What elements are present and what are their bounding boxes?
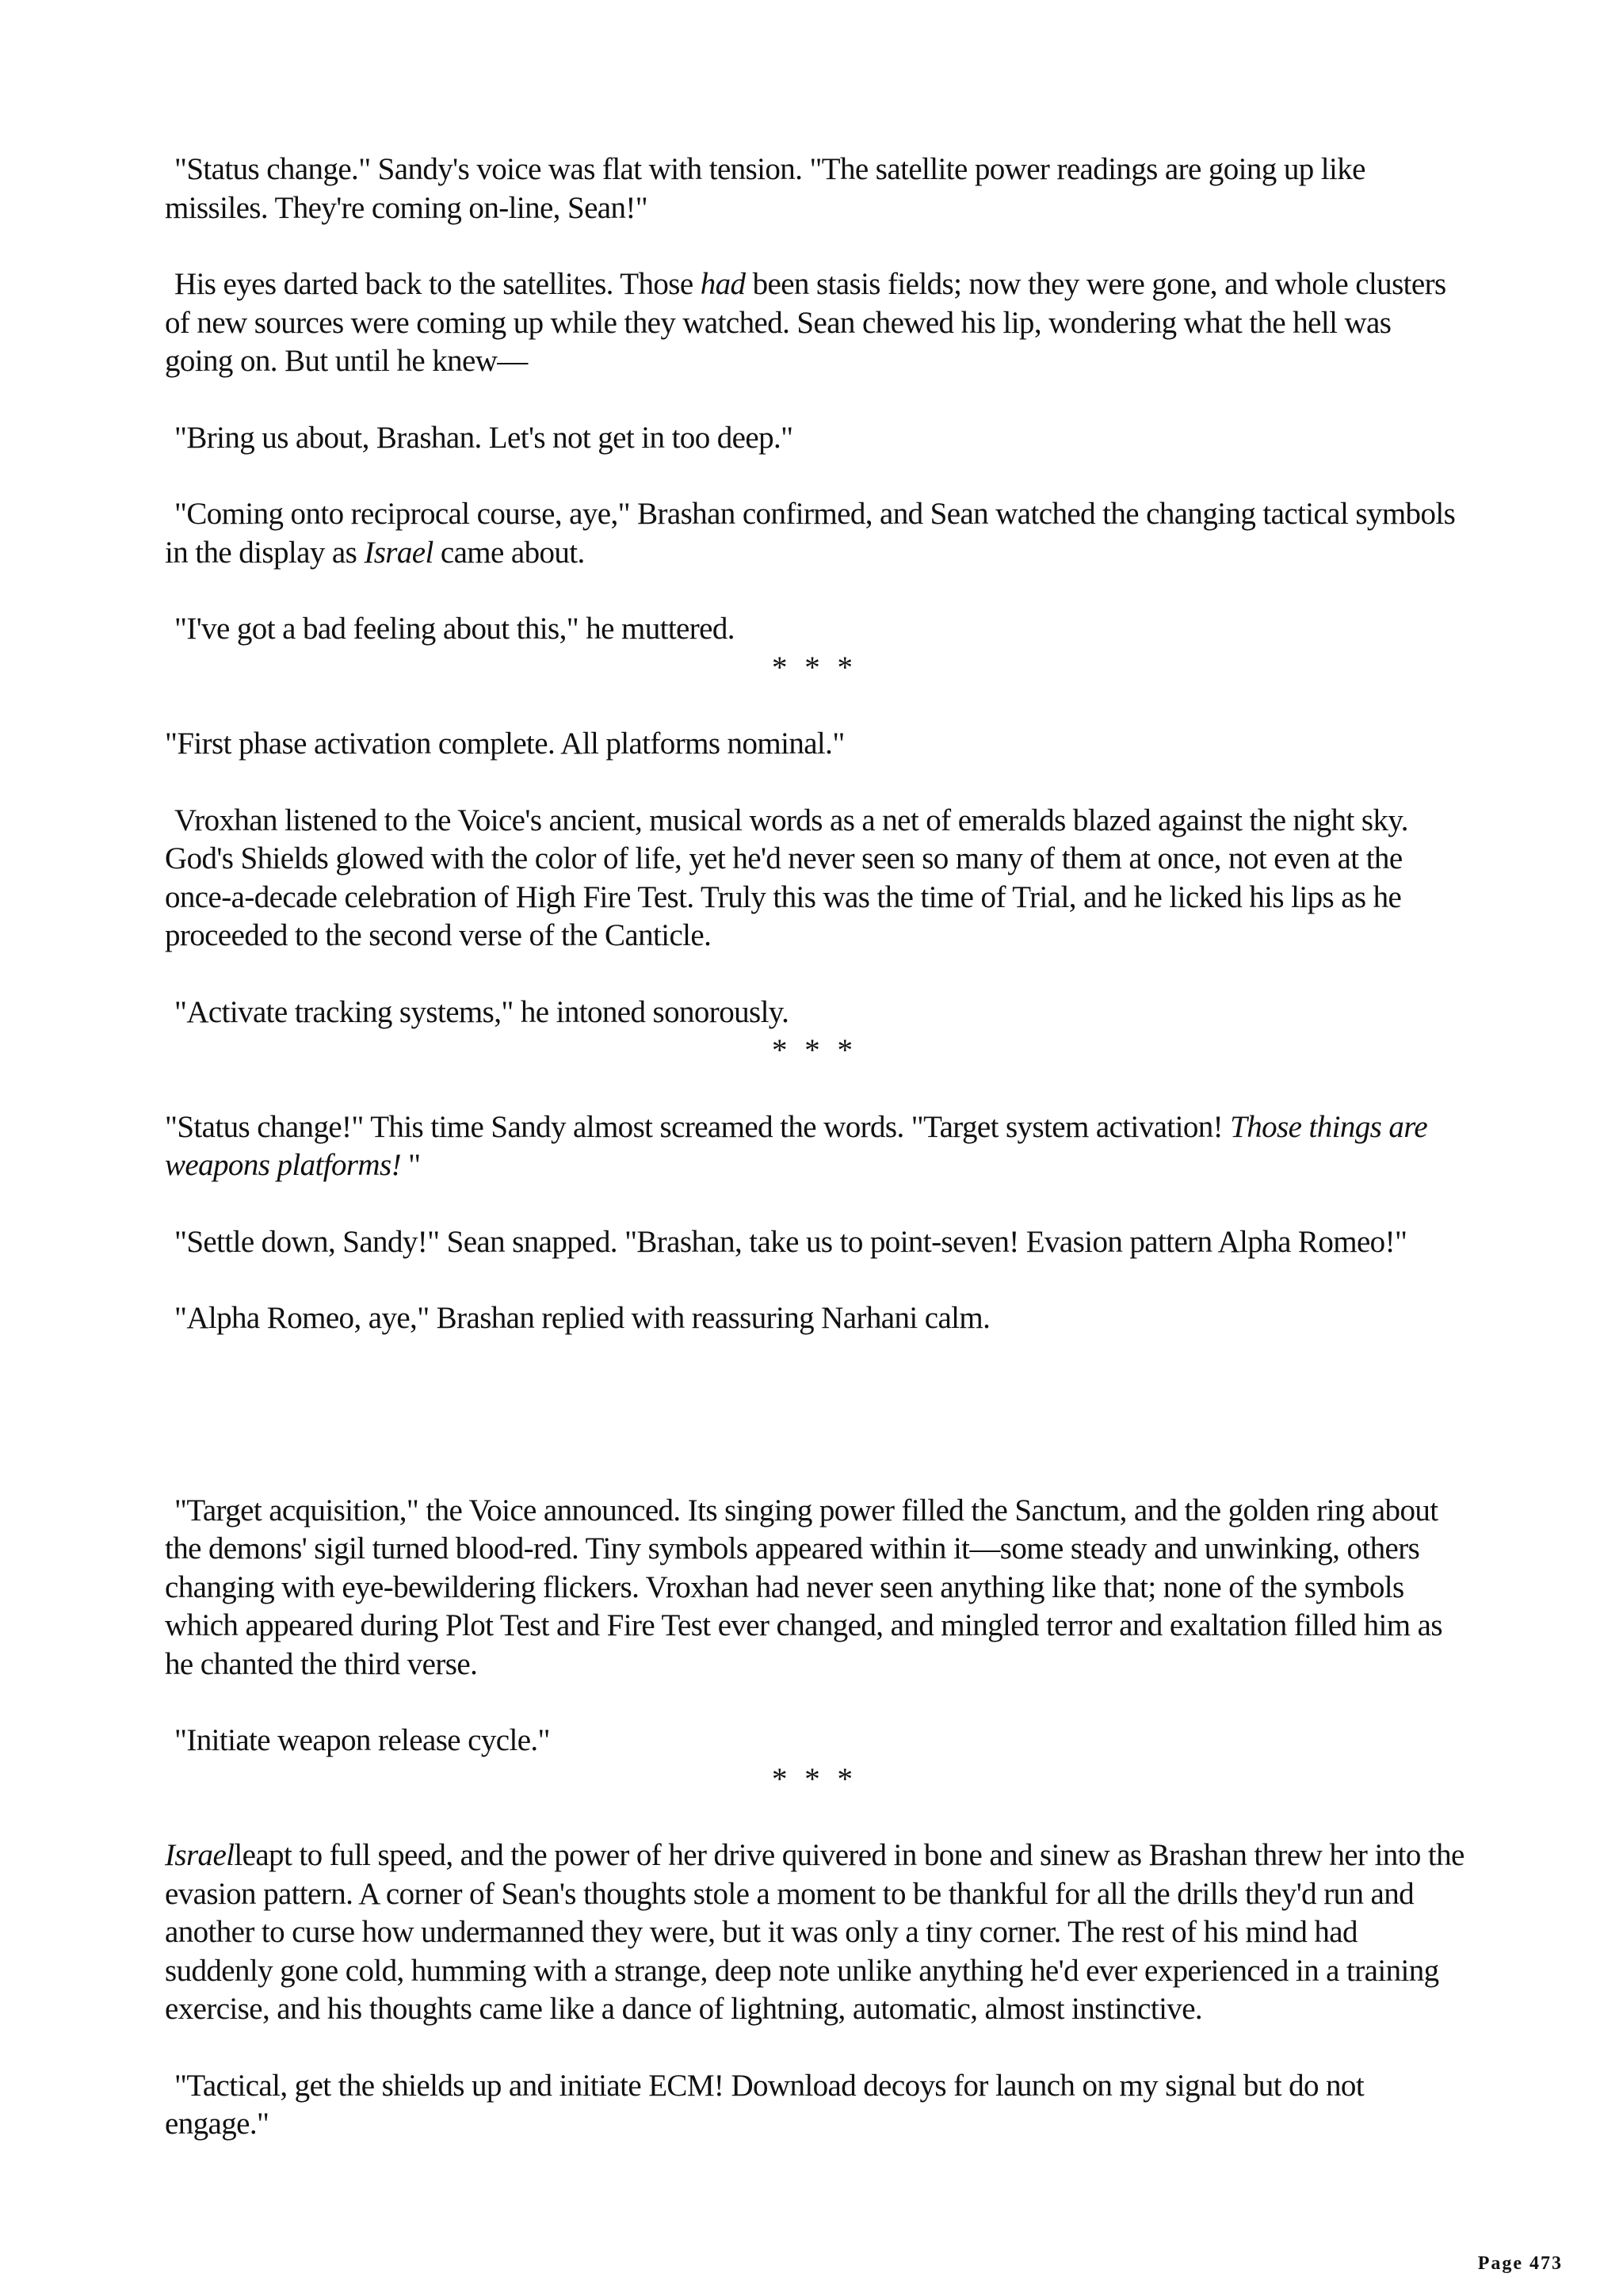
text-run: "Alpha Romeo, aye," Brashan replied with reassuring Narhani calm. bbox=[174, 1301, 991, 1335]
text-run: "Status change!" This time Sandy almost screamed the words. "Target system activation! bbox=[165, 1109, 1231, 1144]
text-run: "I've got a bad feeling about this," he muttered. bbox=[174, 612, 735, 646]
paragraph bbox=[165, 495, 1465, 572]
page-body bbox=[165, 151, 1465, 2182]
text-run: "Initiate weapon release cycle." bbox=[174, 1723, 550, 1757]
text-run: " bbox=[400, 1148, 421, 1182]
paragraph bbox=[165, 419, 1465, 458]
blank-gap bbox=[165, 1376, 1465, 1492]
paragraph bbox=[165, 802, 1465, 955]
paragraph bbox=[165, 1492, 1465, 1684]
emphasis-text: Israel bbox=[364, 535, 433, 570]
text-run: "Bring us about, Brashan. Let's not get in too deep." bbox=[174, 420, 793, 455]
paragraph bbox=[165, 1223, 1465, 1262]
emphasis-text: had bbox=[700, 267, 746, 301]
scene-break: * * * bbox=[772, 650, 857, 685]
text-run: "Status change." Sandy's voice was flat with tension. "The satellite power readings are going up like missiles. They're coming on-line, Sean!" bbox=[165, 152, 1365, 225]
text-run: came about. bbox=[433, 535, 585, 570]
paragraph bbox=[165, 1299, 1465, 1338]
text-run: leapt to full speed, and the power of her drive quivered in bone and sinew as Brashan threw her into the evasion pattern. A corner of Sean's thoughts stole a moment to be thankful for all the drills they'd run and another to curse how undermanned they were, but it was only a tiny corner. The rest of his mind had suddenly gone cold, humming with a strange, deep note unlike anything he'd ever experienced in a training exercise, and his thoughts came like a dance of lightning, automatic, almost instinctive. bbox=[165, 1838, 1465, 2026]
paragraph bbox=[165, 994, 1465, 1032]
paragraph bbox=[165, 2067, 1465, 2144]
text-run: Vroxhan listened to the Voice's ancient, musical words as a net of emeralds blazed against the night sky. God's Shields glowed with the color of life, yet he'd never seen so many of them at once, not even at the once-a-decade celebration of High Fire Test. Truly this was the time of Trial, and he licked his lips as he proceeded to the second verse of the Canticle. bbox=[165, 803, 1408, 952]
text-run: His eyes darted back to the satellites. Those bbox=[174, 267, 701, 301]
text-run: been stasis fields; now they were gone, and whole clusters of new sources were coming up while they watched. Sean chewed his lip, wondering what the hell was going on. But until he knew— bbox=[165, 267, 1446, 378]
paragraph bbox=[165, 725, 1465, 764]
scene-break: * * * bbox=[772, 1761, 857, 1796]
paragraph bbox=[165, 1108, 1465, 1185]
paragraph bbox=[165, 265, 1465, 381]
text-run: "Settle down, Sandy!" Sean snapped. "Brashan, take us to point-seven! Evasion pattern Alpha Romeo!" bbox=[174, 1224, 1407, 1259]
paragraph bbox=[165, 1836, 1465, 2029]
text-run: "Activate tracking systems," he intoned sonorously. bbox=[174, 994, 789, 1029]
emphasis-text: Those things are weapons platforms! bbox=[165, 1109, 1428, 1182]
paragraph bbox=[165, 1722, 1465, 1760]
page-number: Page 473 bbox=[1477, 2253, 1563, 2274]
paragraph bbox=[165, 610, 1465, 649]
text-run: "Target acquisition," the Voice announced. Its singing power filled the Sanctum, and the golden ring about the demons' sigil turned blood-red. Tiny symbols appeared within it—some steady and unwinking, others changing with eye-bewildering flickers. Vroxhan had never seen anything like that; none of the symbols which appeared during Plot Test and Fire Test ever changed, and mingled terror and exaltation filled him as he chanted the third verse. bbox=[165, 1493, 1442, 1681]
text-run: "First phase activation complete. All platforms nominal." bbox=[165, 727, 845, 761]
text-run: "Coming onto reciprocal course, aye," Brashan confirmed, and Sean watched the changing tactical symbols in the display as bbox=[165, 497, 1456, 570]
paragraph bbox=[165, 151, 1465, 227]
text-run: "Tactical, get the shields up and initiate ECM! Download decoys for launch on my signal but do not engage." bbox=[165, 2068, 1365, 2141]
scene-break: * * * bbox=[772, 1033, 857, 1067]
emphasis-text: Israel bbox=[165, 1838, 235, 1872]
